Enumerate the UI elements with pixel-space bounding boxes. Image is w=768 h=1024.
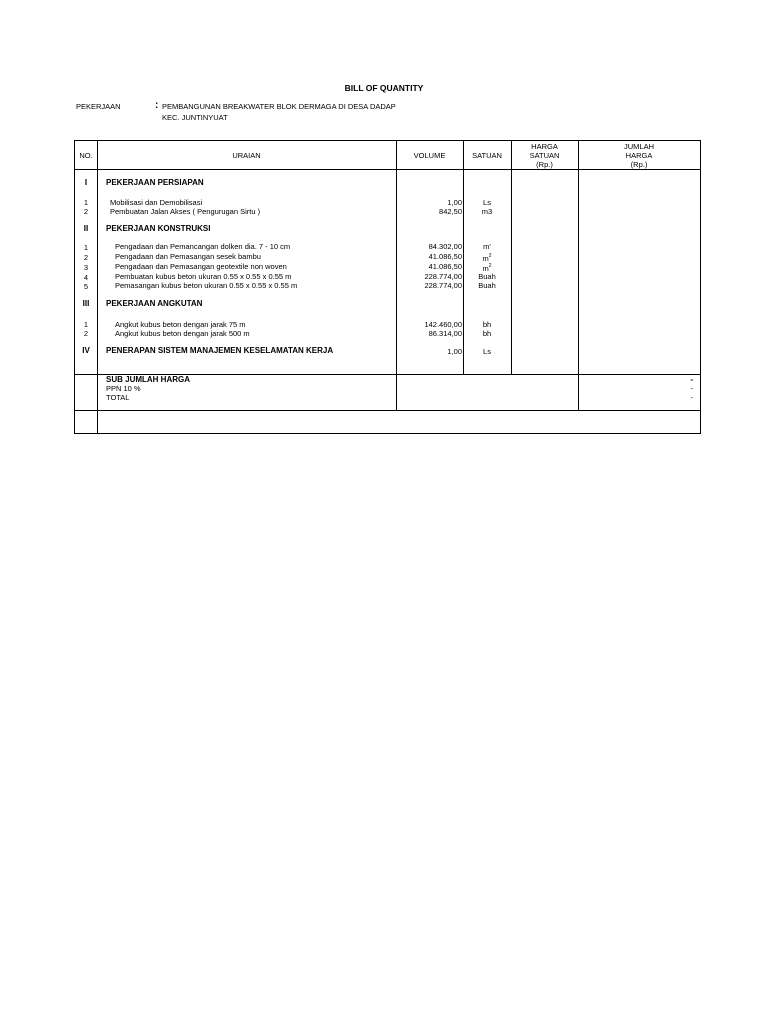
header-no: NO. — [79, 151, 93, 160]
header-jumlah-line3: (Rp.) — [630, 160, 648, 169]
project-colon: : — [155, 100, 159, 111]
item-volume: 842,50 — [439, 207, 462, 216]
section-number: III — [82, 299, 90, 308]
section-title: PEKERJAAN ANGKUTAN — [106, 299, 203, 308]
section-number: I — [84, 178, 88, 187]
section-title: PENERAPAN SISTEM MANAJEMEN KESELAMATAN KERJA — [106, 346, 334, 355]
total-value: - — [690, 393, 693, 402]
item-number: 2 — [83, 253, 89, 262]
item-number: 1 — [83, 320, 89, 329]
ppn-value: - — [690, 384, 693, 393]
section-number: II — [83, 224, 89, 233]
header-volume: VOLUME — [413, 151, 446, 160]
item-unit: m' — [483, 242, 491, 251]
item-description: Pengadaan dan Pemancangan dolken dia. 7 - 10 cm — [115, 242, 291, 251]
item-number: 2 — [83, 329, 89, 338]
item-description: Pemasangan kubus beton ukuran 0.55 x 0.55 x 0.55 m — [115, 281, 298, 290]
header-harga-line2: SATUAN — [529, 151, 560, 160]
item-description: Pengadaan dan Pemasangan sesek bambu — [115, 252, 261, 261]
item-description: Pembuatan kubus beton ukuran 0.55 x 0.55 x 0.55 m — [115, 272, 292, 281]
subtotal-label: SUB JUMLAH HARGA — [106, 375, 190, 384]
item-description: Pembuatan Jalan Akses ( Pengurugan Sirtu ) — [110, 207, 261, 216]
item-description: Pengadaan dan Pemasangan geotextile non woven — [115, 262, 287, 271]
header-jumlah-line1: JUMLAH — [623, 142, 654, 151]
item-number: 1 — [83, 243, 89, 252]
project-name: PEMBANGUNAN BREAKWATER BLOK DERMAGA DI DESA DADAP — [162, 102, 396, 111]
item-volume: 228.774,00 — [424, 272, 462, 281]
item-unit: bh — [482, 329, 492, 338]
item-number: 5 — [83, 282, 89, 291]
item-unit: bh — [482, 320, 492, 329]
header-satuan: SATUAN — [472, 151, 502, 160]
ppn-label: PPN 10 % — [106, 384, 141, 393]
document-title: BILL OF QUANTITY — [344, 83, 424, 93]
item-description: Angkut kubus beton dengan jarak 500 m — [115, 329, 250, 338]
item-description: Angkut kubus beton dengan jarak 75 m — [115, 320, 246, 329]
totals-divider — [75, 410, 700, 411]
item-volume: 1,00 — [447, 347, 462, 356]
item-number: 2 — [83, 207, 89, 216]
header-uraian: URAIAN — [232, 151, 261, 160]
project-location: KEC. JUNTINYUAT — [162, 113, 228, 122]
item-description: Mobilisasi dan Demobilisasi — [110, 198, 203, 207]
header-jumlah-line2: HARGA — [625, 151, 653, 160]
item-unit: Buah — [478, 272, 496, 281]
item-volume: 1,00 — [447, 198, 462, 207]
header-harga-line3: (Rp.) — [536, 160, 553, 169]
col-divider — [511, 141, 512, 374]
item-unit: Ls — [483, 347, 491, 356]
section-title: PEKERJAAN KONSTRUKSI — [106, 224, 211, 233]
section-number: IV — [82, 346, 90, 355]
item-volume: 41.086,50 — [428, 262, 462, 271]
item-unit: m3 — [481, 207, 493, 216]
project-label: PEKERJAAN — [76, 102, 121, 111]
item-volume: 228.774,00 — [424, 281, 462, 290]
subtotal-value: - — [690, 375, 693, 384]
col-divider — [97, 141, 98, 434]
total-label: TOTAL — [106, 393, 130, 402]
item-unit: Ls — [483, 198, 491, 207]
item-number: 1 — [83, 198, 89, 207]
item-volume: 41.086,50 — [428, 252, 462, 261]
section-title: PEKERJAAN PERSIAPAN — [106, 178, 204, 187]
item-number: 3 — [83, 263, 89, 272]
item-unit: $m^2$ — [482, 263, 492, 273]
header-harga-line1: HARGA — [531, 142, 558, 151]
item-unit: Buah — [478, 281, 496, 290]
col-divider — [578, 141, 579, 410]
item-number: 4 — [83, 273, 89, 282]
item-volume: 84.302,00 — [428, 242, 462, 251]
item-unit: $m^2$ — [482, 253, 492, 263]
item-volume: 142.460,00 — [424, 320, 462, 329]
item-volume: 86.314,00 — [428, 329, 462, 338]
boq-table — [74, 140, 701, 434]
header-divider — [75, 169, 700, 170]
